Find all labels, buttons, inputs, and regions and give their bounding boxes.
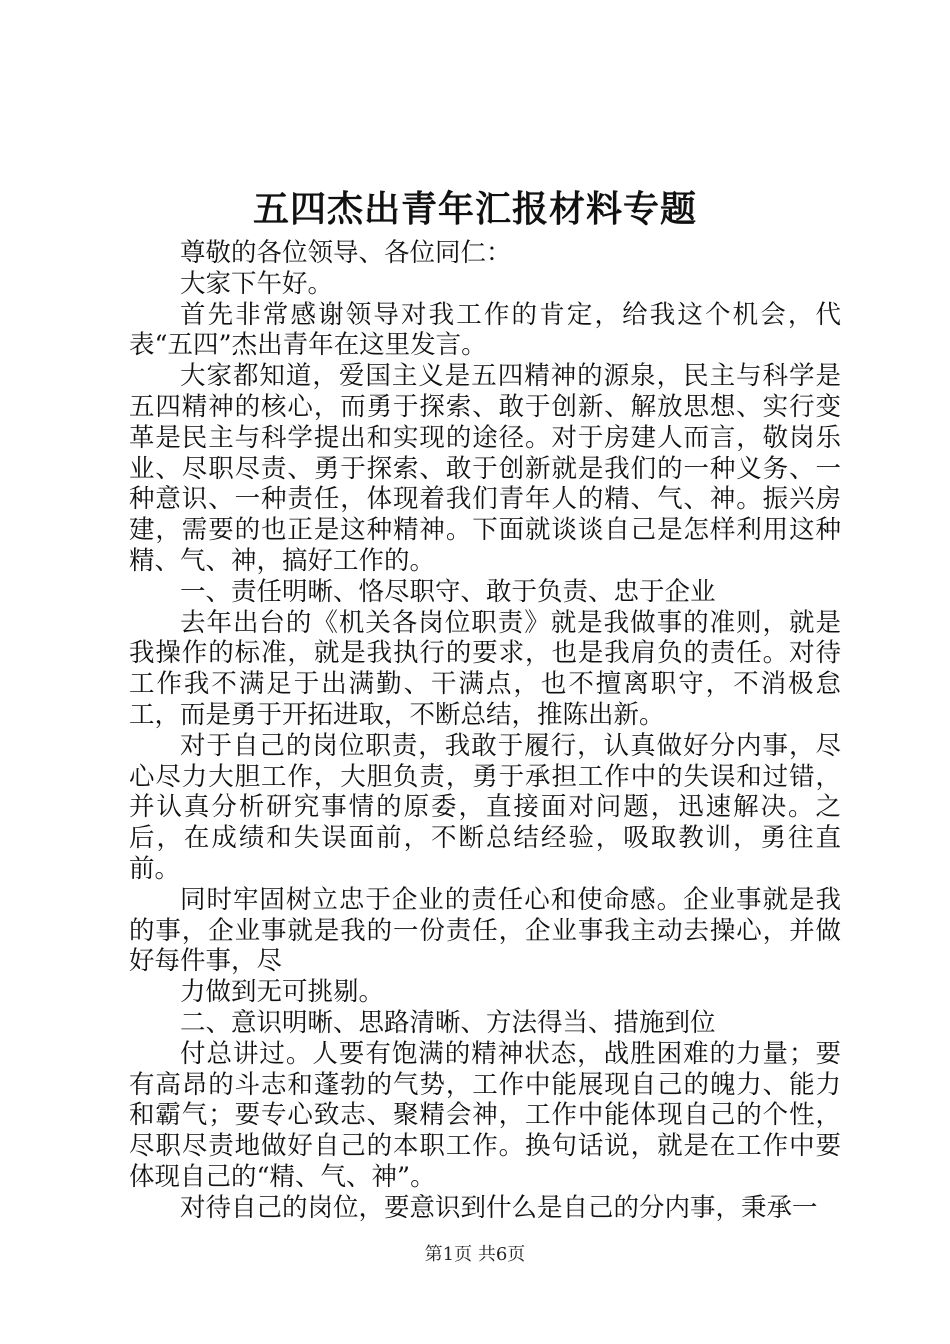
- section-heading-2: 二、意识明晰、思路清晰、方法得当、措施到位: [180, 1007, 716, 1038]
- document-body: [129, 238, 841, 1224]
- body-paragraph: 首先非常感谢领导对我工作的肯定，给我这个机会，代表“五四”杰出青年在这里发言。: [129, 299, 841, 361]
- page-title: 五四杰出青年汇报材料专题: [252, 188, 697, 230]
- body-paragraph: 对于自己的岗位职责，我敢于履行，认真做好分内事，尽心尽力大胆工作，大胆负责，勇于承担工作中的失误和过错，并认真分析研究事情的原委，直接面对问题，迅速解决。之后，在成绩和失误面前，不断总结经验，吸取教训，勇往直前。: [129, 730, 841, 884]
- greeting-paragraph: 尊敬的各位领导、各位同仁：: [180, 238, 512, 268]
- page-number-footer: 第1页 共6页: [424, 1244, 526, 1265]
- body-paragraph-continuation: 力做到无可挑剔。: [180, 977, 385, 1008]
- body-paragraph: 对待自己的岗位，要意识到什么是自己的分内事，秉承一: [180, 1192, 818, 1223]
- section-heading-1: 一、责任明晰、恪尽职守、敢于负责、忠于企业: [180, 576, 716, 607]
- body-paragraph: 付总讲过。人要有饱满的精神状态，战胜困难的力量；要有高昂的斗志和蓬勃的气势，工作中能展现自己的魄力、能力和霸气；要专心致志、聚精会神，工作中能体现自己的个性，尽职尽责地做好自己的本职工作。换句话说，就是在工作中要体现自己的“精、气、神”。: [129, 1038, 841, 1192]
- body-paragraph: 大家都知道，爱国主义是五四精神的源泉，民主与科学是五四精神的核心，而勇于探索、敢于创新、解放思想、实行变革是民主与科学提出和实现的途径。对于房建人而言，敬岗乐业、尽职尽责、勇于探索、敢于创新就是我们的一种义务、一种意识、一种责任，体现着我们青年人的精、气、神。振兴房建，需要的也正是这种精神。下面就谈谈自己是怎样利用这种精、气、神，搞好工作的。: [129, 361, 841, 576]
- body-paragraph: 去年出台的《机关各岗位职责》就是我做事的准则，就是我操作的标准，就是我执行的要求，也是我肩负的责任。对待工作我不满足于出满勤、干满点，也不擅离职守，不消极怠工，而是勇于开拓进取，不断总结，推陈出新。: [129, 607, 841, 730]
- salutation-paragraph: 大家下午好。: [180, 268, 334, 299]
- body-paragraph: 同时牢固树立忠于企业的责任心和使命感。企业事就是我的事，企业事就是我的一份责任，企业事我主动去操心，并做好每件事，尽: [129, 884, 841, 977]
